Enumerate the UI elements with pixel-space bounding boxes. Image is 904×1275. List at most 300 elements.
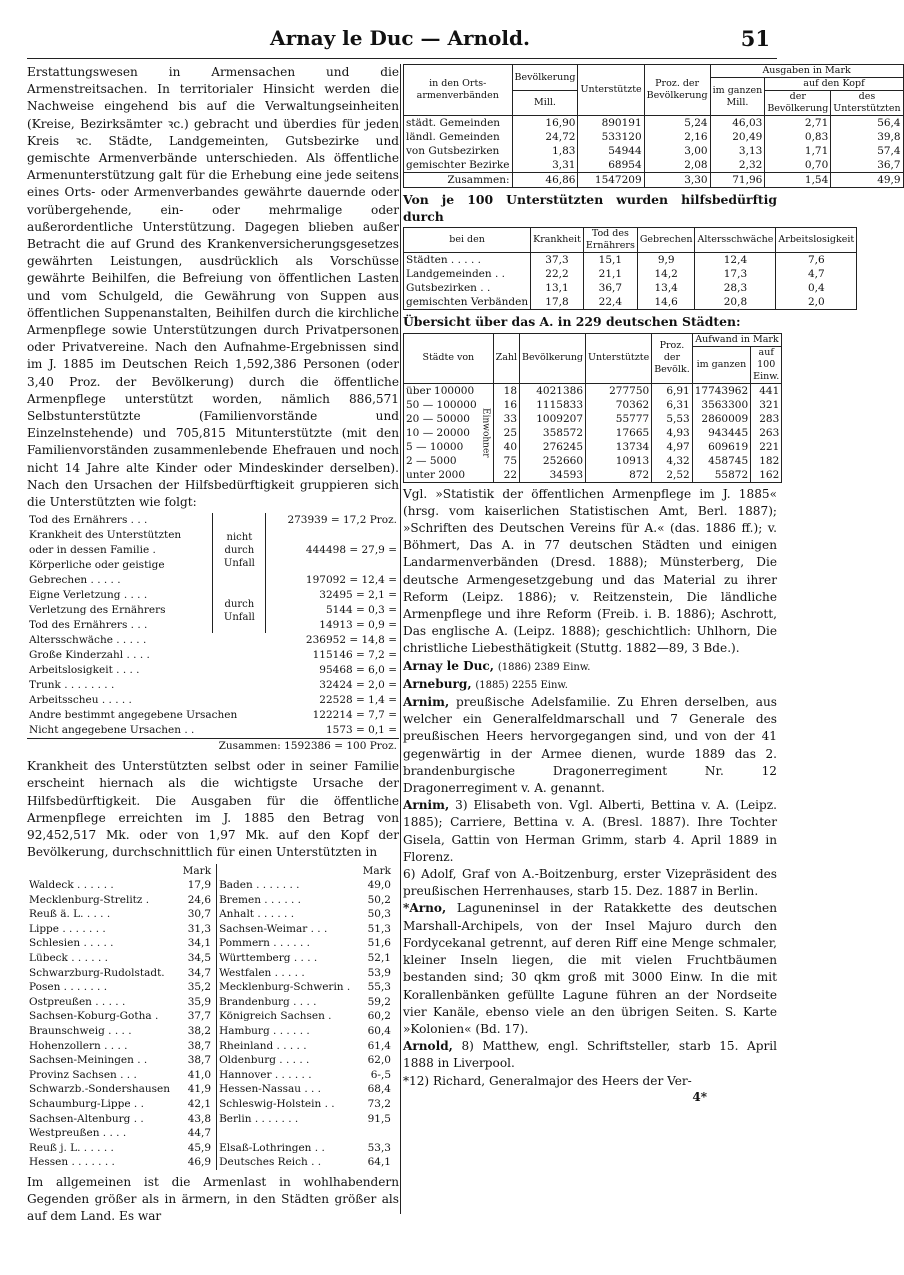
region-name: Schwarzb.-Sondershausen [29,1083,171,1096]
cause-value: 122214 = 7,7 = [312,709,397,722]
table-row [404,253,857,268]
col-header: Bevölkerung [512,65,578,91]
region-name: Sachsen-Weimar . . . [217,922,359,937]
entry-arnay-le-duc [403,658,777,676]
table-cell: 22,2 [531,267,584,281]
table-cell: 2,16 [644,130,710,144]
table-cell: 4021386 [520,383,586,398]
region-value: 30,7 [187,908,212,921]
header-rule [27,58,777,59]
col-header: der Bevölkerung [765,91,831,116]
mark-row [27,1141,399,1156]
table-cell: 2,52 [652,468,693,483]
col-header: Krankheit [531,228,584,253]
table-cell: 16 [493,398,519,412]
cause-value: 444498 = 27,9 = [305,544,397,557]
region-name: Sachsen-Altenburg . . [29,1112,144,1125]
mark-header: Mark [362,864,391,877]
region-value: 60,4 [367,1025,391,1038]
cause-row [27,588,399,603]
entry-arnold-richard: *12) Richard, Generalmajor des Heers der Ver- [403,1073,692,1088]
col-header: Arbeitslosigkeit [776,228,857,253]
region-name: Schleswig-Holstein . . [217,1097,359,1112]
row-label: Gutsbezirken . . [406,282,491,295]
table-cell: 1115833 [520,398,586,412]
mark-row [27,1009,399,1024]
table-cell: 2,32 [710,158,765,173]
right-column [403,64,901,1104]
region-value: 34,5 [187,952,212,965]
region-value: 35,9 [187,995,212,1008]
table-cell: 3,13 [710,144,765,158]
table-cell: 4,97 [652,440,693,454]
table-cell: 441 [751,383,782,398]
row-label: über 100000 [406,384,475,397]
table-cell: 70362 [586,398,652,412]
table-cell: 13,1 [531,281,584,295]
region-name: Posen . . . . . . . [29,981,108,994]
region-name: Schaumburg-Lippe . . [29,1098,144,1110]
group-header: Aufwand in Mark [692,333,782,346]
col-header: in den Orts-armenverbänden [404,65,513,116]
row-label: städt. Gemeinden [406,117,501,129]
region-value: 50,3 [367,908,391,921]
region-name: Hessen-Nassau . . . [217,1082,359,1097]
table-row [404,454,782,468]
table-cell: 0,70 [765,158,831,173]
cause-row [27,663,399,678]
cause-label: Altersschwäche . . . . . [29,634,147,647]
entry-headword: Arneburg, [403,676,472,691]
region-name: Reuß j. L. . . . . . [29,1141,114,1154]
region-value: 43,8 [187,1112,212,1125]
mark-row [27,907,399,922]
cause-label: Tod des Ernährers . . . [29,619,148,632]
table-cell: 22,4 [583,295,637,310]
table-cell: 18 [493,383,519,398]
cause-value: 1573 = 0,1 = [325,724,397,737]
col-header: Bevölkerung [520,333,586,383]
table-cell: 1,71 [765,144,831,158]
table-cell: 17743962 [692,383,750,398]
table-cell: 3,31 [512,158,578,173]
region-value: 60,2 [367,1010,391,1023]
region-value: 37,7 [187,1010,212,1023]
table-cell: 57,4 [831,144,903,158]
table-cell: 75 [493,454,519,468]
table-cell: 5,53 [652,412,693,426]
table-cell: 36,7 [583,281,637,295]
cause-value: 115146 = 7,2 = [312,649,397,662]
table-cell: 2,71 [765,116,831,131]
region-name: Baden . . . . . . . [217,878,359,893]
cause-row [27,678,399,693]
table-row [404,130,904,144]
table-cell: 3,30 [644,173,710,188]
cause-label: Arbeitsscheu . . . . . [29,694,132,707]
region-value: 31,3 [187,922,212,935]
region-value: 17,9 [187,879,212,892]
table-cell: 277750 [586,383,652,398]
brace-not-accident: nicht durch Unfall [213,513,266,588]
table-cell: 54944 [578,144,644,158]
region-name: Lippe . . . . . . . [29,922,106,935]
total-row [404,173,904,188]
cause-label: Verletzung des Ernährers [29,604,166,617]
group-header: auf den Kopf [765,78,903,91]
table-row [404,426,782,440]
mark-row [27,1155,399,1170]
table-cell: 2,08 [644,158,710,173]
intro-paragraph: Erstattungswesen in Armensachen und die Armenstreitsachen. In territorialer Hinsicht werden die Nachweise eingehend bis auf die Verwaltungseinheiten (Kreise, Bezirksämter ꝛc.) gebracht und überdies für jeden Kreis ꝛc. Städte, Landgemeinten, Gutsbezirke und gemischte Armenverbände unterschieden. Als öffentliche Armenunterstützung galt für die Erhebung eine jede seitens eines Orts- oder Armenverbandes gewährte dauernde oder vorübergehende, ein- oder mehrmalige oder außerordentliche Unterstützung. Dagegen blieben außer Betracht die auf Grund des Krankenversicherungsgesetzes gewährten Leistungen, ausdrücklich als Vorschüsse gewährte Beihilfen, die Befreiung von öffentlichen Lasten und vom Schulgeld, die Gewährung von Suppen aus öffentlichen Suppenanstalten, Beihilfen durch die kirchliche Armenpflege sowie Unterstützungen durch Privatpersonen oder Privatvereine. Nach den Aufnahme-Ergebnissen sind im J. 1885 im Deutschen Reich 1,592,386 Personen (oder 3,40 Proz. der Bevölkerung) durch die öffentliche Armenpflege unterstützt worden, nämlich 886,571 Selbstunterstützte (Familienvorstände und Einzelnstehende) und 705,815 Mitunterstützte (mit den Familienvorständen zusammenlebende Ehefrauen und noch nicht 14 Jahre alte Kinder oder Mindeskinder derselben). Nach den Ursachen der Hilfsbedürftigkeit gruppieren sich die Unterstützten wie folgt: [27,65,399,510]
table-cell: 872 [586,468,652,483]
table-cell: 17665 [586,426,652,440]
cause-label: Gebrechen . . . . . [29,574,121,587]
mark-row [27,966,399,981]
cause-label: oder in dessen Familie . [29,544,156,557]
entry-arnim-adolf: 6) Adolf, Graf von A.-Boitzenburg, erster Vizepräsident des preußischen Herrenhauses, starb 15. Dez. 1887 in Berlin. [403,867,777,899]
region-value: 41,0 [187,1068,212,1081]
cause-value: 236952 = 14,8 = [305,634,397,647]
cause-total-row [27,739,399,755]
table-cell: 34593 [520,468,586,483]
expenditure-paragraph: Krankheit des Unterstützten selbst oder in seiner Familie erscheint hiernach als die wichtigste Ursache der Hilfsbedürftigkeit. Die Ausgaben für die öffentliche Armenpflege erreichten im J. 1885 den Betrag von 92,452,517 Mk. oder von 1,97 Mk. auf den Kopf der Bevölkerung, durchschnittlich für einen Unterstützten in [27,759,399,860]
region-name: Lübeck . . . . . . [29,952,108,965]
table-cell: 49,9 [831,173,903,188]
mark-row [27,1082,399,1097]
region-name: Anhalt . . . . . . [217,907,359,922]
col-header: Proz. der Bevölk. [652,333,693,383]
table-cell: 276245 [520,440,586,454]
region-value: 73,2 [367,1098,391,1110]
table-row [404,383,782,398]
region-value: 44,7 [187,1127,212,1140]
row-label: 2 — 5000 [406,454,457,467]
table-cell: 13734 [586,440,652,454]
table-cell: 221 [751,440,782,454]
table-row [404,281,857,295]
entry-arnim-elisabeth [403,797,777,866]
table-row [404,267,857,281]
table-cell: 358572 [520,426,586,440]
entry-arnim-family [403,694,777,797]
table-cell: 321 [751,398,782,412]
region-name: Reuß ä. L. . . . . [29,908,111,921]
table-cell: 22 [493,468,519,483]
table-row [404,412,782,426]
table-cell: 40 [493,440,519,454]
col-header: Städte von [404,333,494,383]
entry-text: preußische Adelsfamilie. Zu Ehren derselben, aus welcher ein Generalfeldmarschall und 7 Generale des preußischen Heers hervorgegangen sind, und von der 41 gegenwärtig in der Armee dienen, wurde 1889 das 2. brandenburgische Dragonerregiment Nr. 12 Dragonerregiment v. A. genannt. [403,695,777,796]
table-cell: 943445 [692,426,750,440]
left-column [27,64,399,1226]
region-name: Hohenzollern . . . . [29,1039,128,1052]
table-cell: 6,31 [652,398,693,412]
col-header: Tod des Ernährers [583,228,637,253]
cause-total: Zusammen: 1592386 = 100 Proz. [27,739,399,755]
region-name: Hannover . . . . . . [217,1068,359,1083]
table-cell: 39,8 [831,130,903,144]
mark-row [27,995,399,1010]
region-value: 50,2 [367,893,391,906]
table-row [404,295,857,310]
table-cell: 890191 [578,116,644,131]
table-cell: 458745 [692,454,750,468]
region-value: 6-,5 [370,1068,391,1081]
cause-value: 32424 = 2,0 = [319,679,397,692]
region-name: Hessen . . . . . . . [29,1156,115,1169]
region-value: 53,9 [367,966,391,979]
table-cell: 1,54 [765,173,831,188]
col-header: Unterstützte [586,333,652,383]
col-header: Altersschwäche [695,228,776,253]
entry-text: (1885) 2255 Einw. [475,679,568,691]
table-cell: 17,3 [695,267,776,281]
col-header: Gebrechen [637,228,695,253]
mark-row [27,1053,399,1068]
table-cell: 182 [751,454,782,468]
group-header: Ausgaben in Mark [710,65,903,78]
cause-value [266,528,399,543]
page-number: 51 [740,26,770,51]
col-header: Proz. der Bevölkerung [644,65,710,116]
table-row [404,398,782,412]
col-header: des Unterstützten [831,91,903,116]
cause-label: Trunk . . . . . . . . [29,679,115,692]
literature-paragraph: Vgl. »Statistik der öffentlichen Armenpflege im J. 1885« (hrsg. vom kaiserlichen Statistischen Amt, Berl. 1887); »Schriften des Deutschen Vereins für A.« (das. 1886 ff.); v. Böhmert, Das A. in 77 deutschen Städten und einigen Landarmenverbänden (Dresd. 1888); Münsterberg, Die deutsche Armengesetzgebung und das Material zu ihrer Reform (Leipz. 1886); v. Reitzenstein, Die ländliche Armenpflege und ihre Reform (Freib. i. B. 1886); Aschrott, Das englische A. (Leipz. 1888); geschichtlich: Uhlhorn, Die christliche Liebesthätigkeit (Stuttg. 1882—89, 3 Bde.). [403,486,777,656]
table-cell: 55872 [692,468,750,483]
table-cell: 46,03 [710,116,765,131]
col-header: auf 100 Einw. [751,346,782,383]
table-cell: 55777 [586,412,652,426]
cause-value: 273939 = 17,2 Proz. [287,514,397,527]
region-value: 62,0 [367,1054,391,1067]
cause-label: Andre bestimmt angegebene Ursachen [29,709,238,722]
region-value: 34,1 [187,937,212,950]
region-value: 68,4 [367,1083,391,1096]
table-cell: 24,72 [512,130,578,144]
cause-label: Körperliche oder geistige [29,559,165,572]
table-cell: 0,83 [765,130,831,144]
brace-accident: durch Unfall [213,588,266,633]
cause-value [266,558,399,573]
region-name: Königreich Sachsen . [217,1009,359,1024]
region-value: 53,3 [367,1141,391,1154]
table-row [404,144,904,158]
cause-label: Tod des Ernährers . . . [29,514,148,527]
cause-label: Krankheit des Unterstützten [29,529,182,542]
cause-row [27,648,399,663]
table-cell: 4,7 [776,267,857,281]
cause-row [27,723,399,739]
mark-row [27,1097,399,1112]
unit-header: Mill. [512,91,578,116]
col-header: Zahl [493,333,519,383]
cause-value: 5144 = 0,3 = [325,604,397,617]
region-value: 49,0 [367,879,391,892]
row-label: 50 — 100000 [406,398,477,411]
table-cell: 13,4 [637,281,695,295]
mark-row [27,1112,399,1127]
table-cell: 263 [751,426,782,440]
table-row [404,440,782,454]
region-name: Braunschweig . . . . [29,1025,132,1038]
table-cell: 20,8 [695,295,776,310]
table-cell: 16,90 [512,116,578,131]
mark-row [27,936,399,951]
cause-label: Eigne Verletzung . . . . [29,589,148,602]
table-cell: 3563300 [692,398,750,412]
table-cell: 252660 [520,454,586,468]
entry-headword: Arnim, [403,798,450,813]
region-name: Elsaß-Lothringen . . [217,1141,359,1156]
table3-title: Übersicht über das A. in 229 deutschen Städten: [403,314,741,330]
cause-value: 32495 = 2,1 = [319,589,397,602]
row-label: ländl. Gemeinden [406,131,500,143]
cause-value: 14913 = 0,9 = [319,619,397,632]
mark-row [27,1068,399,1083]
mark-row [27,893,399,908]
table-cell: 609619 [692,440,750,454]
region-value: 55,3 [367,981,391,994]
cities-table [403,333,782,483]
cause-label: Arbeitslosigkeit . . . . [29,664,140,677]
region-value: 51,6 [367,937,391,950]
column-divider [400,64,401,1214]
region-value: 61,4 [367,1039,391,1052]
table-cell: 9,9 [637,253,695,268]
causes-table [27,513,399,754]
table-cell: 14,6 [637,295,695,310]
table-cell: 20,49 [710,130,765,144]
table-cell: 46,86 [512,173,578,188]
region-name: Württemberg . . . . [217,951,359,966]
table-cell: 33 [493,412,519,426]
row-label: Zusammen: [404,173,513,188]
cause-row [27,693,399,708]
entry-text: 3) Elisabeth von. Vgl. Alberti, Bettina v. A. (Leipz. 1885); Carriere, Bettina v. A. (Bresl. 1887). Ihre Tochter Gisela, Gattin von Herman Grimm, starb 4. April 1889 in Florenz. [403,798,777,864]
col-header: im ganzen Mill. [710,78,765,116]
table-cell: 25 [493,426,519,440]
region-name: Bremen . . . . . . [217,893,359,908]
region-value: 59,2 [367,995,391,1008]
region-name: Brandenburg . . . . [217,995,359,1010]
region-value: 34,7 [187,966,212,979]
region-name: Ostpreußen . . . . . [29,995,126,1008]
row-label: gemischter Bezirke [406,159,510,171]
cause-row [27,633,399,648]
table-cell: 10913 [586,454,652,468]
row-label: Städten . . . . . [406,254,481,267]
table-cell: 2860009 [692,412,750,426]
cause-row [27,513,399,528]
region-value: 52,1 [367,952,391,965]
entry-text: 8) Matthew, engl. Schriftsteller, starb 15. April 1888 in Liverpool. [403,1039,777,1071]
table2-title: Von je 100 Unterstützten wurden hilfsbedürftig durch [403,192,777,225]
table-cell: 4,93 [652,426,693,440]
table-cell: 6,91 [652,383,693,398]
table-cell: 28,3 [695,281,776,295]
table-cell: 12,4 [695,253,776,268]
region-value: 64,1 [367,1156,391,1169]
region-name: Oldenburg . . . . . [217,1053,359,1068]
region-value [359,1126,399,1141]
cause-value: 22528 = 1,4 = [319,694,397,707]
table-cell: 7,6 [776,253,857,268]
entry-headword: Arnold, [403,1039,453,1054]
table-cell: 0,4 [776,281,857,295]
entry-text: (1886) 2389 Einw. [497,661,591,673]
region-value: 24,6 [187,893,212,906]
entry-text: Laguneninsel in der Ratakkette des deutschen Marshall-Archipels, von der Insel Majuro durch den Fordycekanal getrennt, auf deren Riff eine Menge schmaler, kleiner Inseln liegen, die mit vielen Fruchtbäumen bestanden sind; 30 qkm groß mit 3000 Einw. In die mit Korallenbänken gefüllte Lagune führen an der Nordseite vier Kanäle, ebenso viele an den übrigen Seiten. S. Karte »Kolonien« (Bd. 17). [403,901,777,1036]
region-name: Sachsen-Koburg-Gotha . [29,1010,159,1023]
region-name [217,1126,359,1141]
region-value: 35,2 [187,981,212,994]
region-value: 41,9 [187,1083,212,1096]
table-cell: 162 [751,468,782,483]
region-value: 51,3 [367,922,391,935]
mark-row [27,1039,399,1054]
mark-header: Mark [182,864,212,877]
region-value: 42,1 [187,1098,212,1110]
region-name: Hamburg . . . . . . [217,1024,359,1039]
mark-row [27,1024,399,1039]
table-cell: 17,8 [531,295,584,310]
row-label: unter 2000 [406,468,466,481]
table-cell: 56,4 [831,116,903,131]
table-cell: 5,24 [644,116,710,131]
row-label: von Gutsbezirken [406,145,500,157]
page-header [0,26,800,56]
causes-by-type-table [403,227,857,310]
cause-value: 197092 = 12,4 = [305,574,397,587]
entry-headword: Arnay le Duc, [403,658,494,673]
entry-headword: *Arno, [403,901,447,916]
table-row [404,468,782,483]
table-cell: 21,1 [583,267,637,281]
entry-arneburg [403,676,777,694]
region-name: Sachsen-Meiningen . . [29,1054,148,1067]
table-row [404,158,904,173]
table-cell: 68954 [578,158,644,173]
cause-label: Nicht angegebene Ursachen . . [29,724,195,737]
table-cell: 283 [751,412,782,426]
table-cell: 533120 [578,130,644,144]
row-label: 5 — 10000 [406,440,464,453]
region-value: 38,2 [187,1025,212,1038]
table-cell: 14,2 [637,267,695,281]
entry-arnold-matthew [403,1038,777,1072]
table-cell: 2,0 [776,295,857,310]
region-name: Provinz Sachsen . . . [29,1068,137,1081]
mark-row [27,1126,399,1141]
entry-arno [403,900,777,1038]
mark-row [27,980,399,995]
table-cell: 71,96 [710,173,765,188]
region-value: 38,7 [187,1054,212,1067]
table-cell: 37,3 [531,253,584,268]
row-label: 10 — 20000 [406,426,470,439]
table-row [404,116,904,131]
region-name: Rheinland . . . . . [217,1039,359,1054]
table-cell: 1547209 [578,173,644,188]
region-value: 91,5 [367,1112,391,1125]
cause-value: 95468 = 6,0 = [319,664,397,677]
table-cell: 15,1 [583,253,637,268]
region-name: Berlin . . . . . . . [217,1112,359,1127]
mark-row [27,951,399,966]
region-name: Deutsches Reich . . [217,1155,359,1170]
